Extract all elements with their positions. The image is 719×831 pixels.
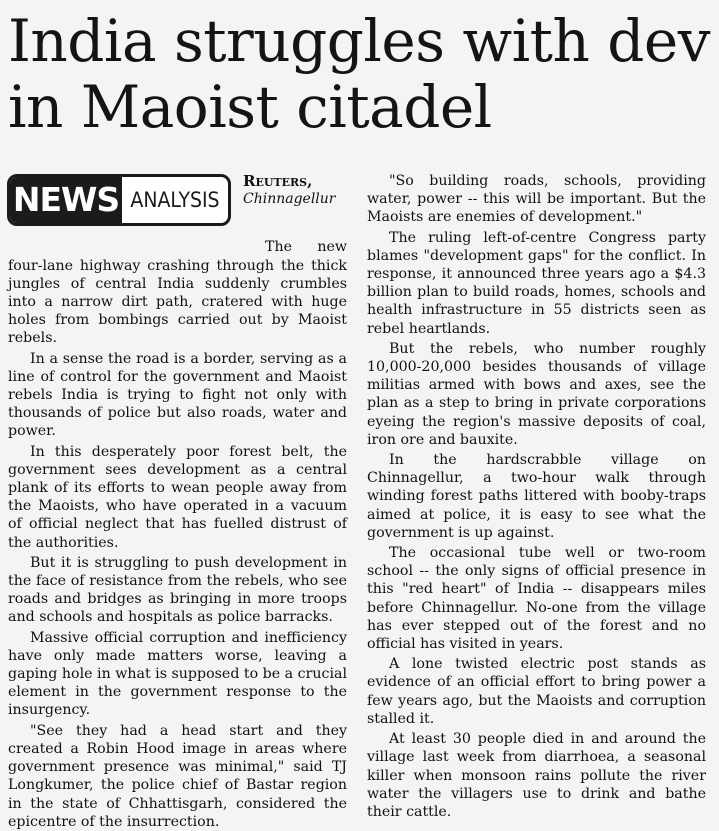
paragraph: But the rebels, who number roughly 10,000-20,000 besides thousands of village militias armed with bows and axes, see the plan as a step to bring in private corporations eyeing the region's massive deposits of coal, iron ore and bauxite. bbox=[367, 340, 706, 448]
paragraph: In the hardscrabble village on Chinnagellur, a two-hour walk through winding forest paths littered with booby-traps aimed at police, it is easy to see what the government is up against. bbox=[367, 452, 706, 541]
paragraph: But it is struggling to push development in the face of resistance from the rebels, who see roads and bridges as bringing in more troops and schools and hospitals as police barracks. bbox=[8, 554, 347, 626]
headline bbox=[8, 8, 713, 140]
dateline: Chinnagellur bbox=[243, 191, 336, 208]
badge-news-label: NEWS bbox=[10, 177, 122, 223]
paragraph: At least 30 people died in and around the village last week from diarrhoea, a seasonal killer when monsoon rains pollute the river water the villagers use to drink and bathe their cattle. bbox=[367, 731, 706, 820]
badge-analysis-label: ANALYSIS bbox=[130, 188, 220, 212]
article-column-left bbox=[8, 172, 347, 831]
headline-line-2: in Maoist citadel bbox=[8, 73, 492, 140]
paragraph: The ruling left-of-centre Congress party blames "development gaps" for the conflict. In response, it announced three years ago a $4.3 billion plan to build roads, homes, schools and health infrastructure in 55 districts seen as rebel heartlands. bbox=[367, 229, 706, 337]
headline-line-1: India struggles with dev bbox=[8, 8, 710, 75]
paragraph: "So building roads, schools, providing water, power -- this will be important. But the Maoists are enemies of development." bbox=[367, 173, 706, 226]
paragraph: In a sense the road is a border, serving as a line of control for the government and Maoist rebels India is trying to fight not only with thousands of police but also roads, water and power. bbox=[8, 350, 347, 440]
paragraph: In this desperately poor forest belt, the government sees development as a central plank of its efforts to wean people away from the Maoists, who have operated in a vacuum of official neglect that has fuelled distrust of the authorities. bbox=[8, 443, 347, 551]
paragraph: The new four-lane highway crashing through the thick jungles of central India suddenly crumbles into a narrow dirt path, cratered with huge holes from bombings carried out by Maoist rebels. bbox=[8, 239, 347, 347]
article-column-right bbox=[367, 172, 706, 821]
paragraph: A lone twisted electric post stands as evidence of an official effort to bring power a few years ago, but the Maoists and corruption stalled it. bbox=[367, 656, 706, 727]
paragraph: The occasional tube well or two-room school -- the only signs of official presence in this "red heart" of India -- disappears miles before Chinnagellur. No-one from the village has ever stepped out of the forest and no official has visited in years. bbox=[367, 545, 706, 653]
news-analysis-badge-area bbox=[7, 172, 235, 256]
news-analysis-badge bbox=[7, 174, 231, 226]
paragraph: Massive official corruption and inefficiency have only made matters worse, leaving a gaping hole in what is supposed to be a crucial element in the government response to the insurgency. bbox=[8, 629, 347, 719]
byline: Reuters, bbox=[243, 172, 313, 190]
paragraph: "See they had a head start and they created a Robin Hood image in areas where government presence was minimal," said TJ Longkumer, the police chief of Bastar region in the state of Chhattisgarh, considered the epicentre of the insurrection. bbox=[8, 722, 347, 830]
